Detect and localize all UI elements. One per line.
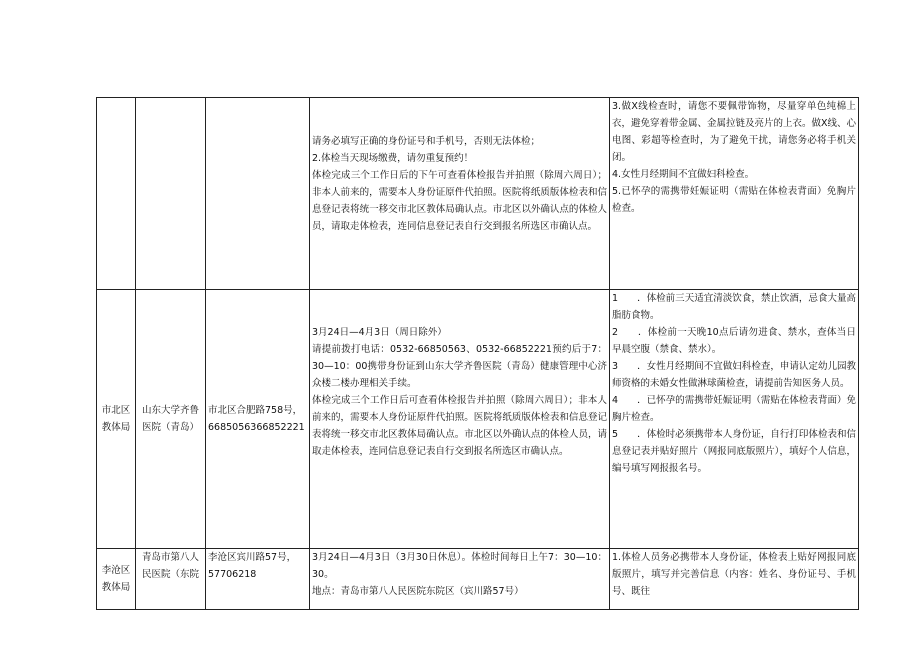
note-item: 2 ．体检前一天晚10点后请勿进食、禁水，查体当日早晨空腹（禁食、禁水）。 [612, 327, 856, 355]
note-item: 4 ．已怀孕的需携带妊娠证明（需贴在体检表背面）免胸片检查。 [612, 395, 856, 423]
table-row [97, 290, 859, 549]
note-item: 5 ．体检时必须携带本人身份证，自行打印体检表和信息登记表并贴好照片（网报同底版照片），填好个人信息，编号填写网报报名号。 [612, 429, 856, 474]
address-cell: 李沧区宾川路57号，57706218 [206, 549, 310, 610]
schedule-cell [310, 290, 610, 549]
schedule-cell [310, 549, 610, 610]
schedule-line: 体检完成三个工作日后的下午可查看体检报告并拍照（除周六周日）；非本人前来的，需要本人身份证原件代拍照。医院将纸质版体检表和信息登记表将统一移交市北区教体局确认点。市北区以外确认点的体检人员，请取走体检表，连同信息登记表自行交到报名所选区市确认点。 [312, 170, 607, 232]
hospital-cell: 山东大学齐鲁医院（青岛） [136, 290, 206, 549]
schedule-line: 请务必填写正确的身份证号和手机号，否则无法体检； [312, 136, 541, 147]
district-cell [97, 98, 136, 290]
schedule-line: 2.体检当天现场缴费，请勿重复预约！ [312, 153, 474, 164]
table-row [97, 98, 859, 290]
note-item: 3 ．女性月经期间不宜做妇科检查，申请认定幼儿园教师资格的未婚女性做淋球菌检查，请提前告知医务人员。 [612, 361, 856, 389]
schedule-cell [310, 98, 610, 290]
hospital-schedule-table [96, 97, 859, 610]
note-item: 5.已怀孕的需携带妊娠证明（需贴在体检表背面）免胸片检查。 [612, 186, 856, 214]
address-cell: 市北区合肥路758号，6685056366852221 [206, 290, 310, 549]
district-cell: 市北区教体局 [97, 290, 136, 549]
notes-cell [610, 549, 859, 610]
schedule-line: 3月24日—4月3日（3月30日休息）。体检时间每日上午7：30—10：30。 [312, 552, 607, 580]
note-item: 1 ．体检前三天适宜清淡饮食，禁止饮酒，忌食大量高脂肪食物。 [612, 293, 856, 321]
hospital-cell: 青岛市第八人民医院（东院 [136, 549, 206, 610]
note-item: 3.做X线检查时，请您不要佩带饰物，尽量穿单色纯棉上衣，避免穿着带金属、金属拉链及亮片的上衣。做X线、心电图、彩超等检查时，为了避免干扰，请您务必将手机关闭。 [612, 101, 857, 163]
table-row [97, 549, 859, 610]
schedule-line: 请提前拨打电话：0532-66850563、0532-66852221预约后于7：30—10：00携带身份证到山东大学齐鲁医院（青岛）健康管理中心济众楼二楼办理相关手续。 [312, 344, 607, 389]
schedule-line: 体检完成三个工作日后可查看体检报告并拍照（除周六周日）；非本人前来的，需要本人身份证原件代拍照。医院将纸质版体检表和信息登记表将统一移交市北区教体局确认点。市北区以外确认点的体检人员，请取走体检表，连同信息登记表自行交到报名所选区市确认点。 [312, 395, 607, 457]
schedule-line: 3月24日—4月3日（周日除外） [312, 327, 447, 338]
note-item: 4.女性月经期间不宜做妇科检查。 [612, 169, 755, 180]
district-cell: 李沧区教体局 [97, 549, 136, 610]
notes-cell [610, 98, 859, 290]
notes-cell [610, 290, 859, 549]
schedule-line: 地点：青岛市第八人民医院东院区（宾川路57号） [312, 586, 524, 597]
address-cell [206, 98, 310, 290]
note-item: 1.体检人员务必携带本人身份证，体检表上贴好网报同底版照片，填写并完善信息（内容：姓名、身份证号、手机号、既往 [612, 552, 856, 597]
hospital-cell [136, 98, 206, 290]
